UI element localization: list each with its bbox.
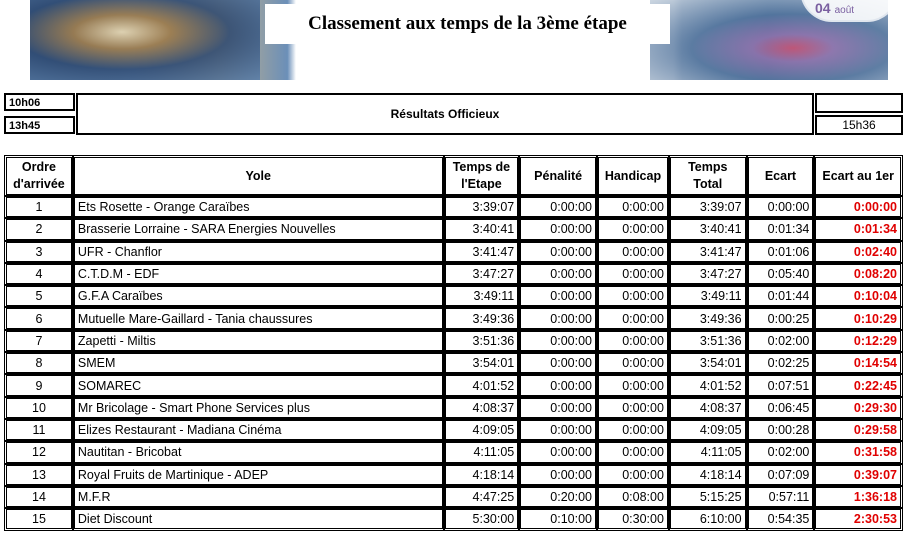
gap-cell: 0:05:40 (748, 264, 814, 284)
penalty-cell: 0:00:00 (520, 219, 596, 239)
right-bottom-value: 15h36 (842, 118, 876, 132)
gap-cell: 0:57:11 (748, 487, 814, 507)
total-time-cell: 4:08:37 (670, 398, 746, 418)
table-row (6, 509, 901, 529)
gap-first-cell: 0:29:58 (815, 420, 901, 440)
team-cell: Elizes Restaurant - Madiana Cinéma (74, 420, 443, 440)
gap-first-cell: 0:10:04 (815, 286, 901, 306)
penalty-cell: 0:00:00 (520, 375, 596, 395)
gap-first-cell: 0:39:07 (815, 465, 901, 485)
total-time-cell: 3:51:36 (670, 331, 746, 351)
rank-cell: 11 (6, 420, 72, 440)
page-title: Classement aux temps de la 3ème étape (308, 13, 627, 34)
team-cell: SMEM (74, 353, 443, 373)
rank-cell: 9 (6, 375, 72, 395)
penalty-cell: 0:00:00 (520, 197, 596, 217)
team-cell: C.T.D.M - EDF (74, 264, 443, 284)
gap-first-cell: 0:10:29 (815, 308, 901, 328)
total-time-cell: 4:01:52 (670, 375, 746, 395)
handicap-cell: 0:08:00 (598, 487, 668, 507)
table-row (6, 197, 901, 217)
handicap-cell: 0:30:00 (598, 509, 668, 529)
gap-first-cell: 0:00:00 (815, 197, 901, 217)
gap-first-cell: 0:29:30 (815, 398, 901, 418)
table-row (6, 264, 901, 284)
gap-cell: 0:54:35 (748, 509, 814, 529)
rank-cell: 6 (6, 308, 72, 328)
team-cell: Royal Fruits de Martinique - ADEP (74, 465, 443, 485)
end-time: 13h45 (9, 120, 41, 132)
rank-cell: 10 (6, 398, 72, 418)
team-cell: Brasserie Lorraine - SARA Energies Nouvelles (74, 219, 443, 239)
col-header-team: Yole (74, 157, 443, 195)
total-time-cell: 3:40:41 (670, 219, 746, 239)
total-time-cell: 4:09:05 (670, 420, 746, 440)
start-time: 10h06 (9, 97, 41, 109)
team-cell: SOMAREC (74, 375, 443, 395)
gap-first-cell: 1:36:18 (815, 487, 901, 507)
gap-cell: 0:06:45 (748, 398, 814, 418)
right-bottom-cell (815, 115, 903, 135)
table-row (6, 286, 901, 306)
table-row (6, 353, 901, 373)
gap-cell: 0:07:51 (748, 375, 814, 395)
gap-first-cell: 2:30:53 (815, 509, 901, 529)
gap-first-cell: 0:02:40 (815, 242, 901, 262)
date-day: 04 (815, 0, 831, 16)
team-cell: Mutuelle Mare-Gaillard - Tania chaussures (74, 308, 443, 328)
total-time-cell: 3:41:47 (670, 242, 746, 262)
stage-time-cell: 5:30:00 (445, 509, 519, 529)
stage-time-cell: 3:40:41 (445, 219, 519, 239)
banner-title-box (265, 4, 670, 44)
table-row (6, 242, 901, 262)
penalty-cell: 0:00:00 (520, 465, 596, 485)
rank-cell: 12 (6, 442, 72, 462)
team-cell: Diet Discount (74, 509, 443, 529)
penalty-cell: 0:00:00 (520, 442, 596, 462)
handicap-cell: 0:00:00 (598, 442, 668, 462)
col-header-total-time: Temps Total (670, 157, 746, 195)
table-row (6, 420, 901, 440)
handicap-cell: 0:00:00 (598, 286, 668, 306)
total-time-cell: 6:10:00 (670, 509, 746, 529)
end-time-cell (4, 116, 75, 134)
stage-time-cell: 3:47:27 (445, 264, 519, 284)
handicap-cell: 0:00:00 (598, 197, 668, 217)
total-time-cell: 4:11:05 (670, 442, 746, 462)
team-cell: Ets Rosette - Orange Caraïbes (74, 197, 443, 217)
right-top-cell (815, 93, 903, 113)
stage-time-cell: 3:51:36 (445, 331, 519, 351)
col-header-gap: Ecart (748, 157, 814, 195)
table-row (6, 375, 901, 395)
col-header-penalty: Pénalité (520, 157, 596, 195)
rank-cell: 15 (6, 509, 72, 529)
gap-cell: 0:00:25 (748, 308, 814, 328)
table-header-row (6, 157, 901, 195)
banner-photo-left (30, 0, 260, 80)
rank-cell: 4 (6, 264, 72, 284)
gap-first-cell: 0:12:29 (815, 331, 901, 351)
stage-time-cell: 4:11:05 (445, 442, 519, 462)
team-cell: Mr Bricolage - Smart Phone Services plus (74, 398, 443, 418)
table-row (6, 487, 901, 507)
handicap-cell: 0:00:00 (598, 398, 668, 418)
gap-cell: 0:01:34 (748, 219, 814, 239)
rank-cell: 2 (6, 219, 72, 239)
penalty-cell: 0:00:00 (520, 242, 596, 262)
penalty-cell: 0:00:00 (520, 308, 596, 328)
team-cell: G.F.A Caraïbes (74, 286, 443, 306)
stage-time-cell: 3:49:36 (445, 308, 519, 328)
results-table (4, 155, 903, 531)
stage-time-cell: 4:18:14 (445, 465, 519, 485)
table-row (6, 219, 901, 239)
handicap-cell: 0:00:00 (598, 420, 668, 440)
table-row (6, 308, 901, 328)
header-banner (30, 0, 888, 80)
penalty-cell: 0:00:00 (520, 398, 596, 418)
date-month: août (834, 5, 855, 16)
table-row (6, 331, 901, 351)
gap-first-cell: 0:14:54 (815, 353, 901, 373)
banner-date (815, 0, 854, 16)
total-time-cell: 3:54:01 (670, 353, 746, 373)
gap-cell: 0:02:00 (748, 331, 814, 351)
stage-time-cell: 3:41:47 (445, 242, 519, 262)
handicap-cell: 0:00:00 (598, 264, 668, 284)
col-header-rank: Ordre d'arrivée (6, 157, 72, 195)
penalty-cell: 0:20:00 (520, 487, 596, 507)
penalty-cell: 0:00:00 (520, 331, 596, 351)
handicap-cell: 0:00:00 (598, 242, 668, 262)
total-time-cell: 3:49:36 (670, 308, 746, 328)
results-title: Résultats Officieux (390, 107, 500, 121)
col-header-gap-first: Ecart au 1er (815, 157, 901, 195)
team-cell: Zapetti - Miltis (74, 331, 443, 351)
gap-cell: 0:02:25 (748, 353, 814, 373)
stage-time-cell: 3:49:11 (445, 286, 519, 306)
penalty-cell: 0:00:00 (520, 420, 596, 440)
gap-cell: 0:00:00 (748, 197, 814, 217)
handicap-cell: 0:00:00 (598, 353, 668, 373)
results-title-cell (76, 93, 814, 135)
stage-time-cell: 4:01:52 (445, 375, 519, 395)
col-header-stage-time: Temps de l'Etape (445, 157, 519, 195)
start-time-cell (4, 93, 75, 111)
gap-first-cell: 0:31:58 (815, 442, 901, 462)
rank-cell: 8 (6, 353, 72, 373)
handicap-cell: 0:00:00 (598, 219, 668, 239)
handicap-cell: 0:00:00 (598, 331, 668, 351)
stage-time-cell: 4:08:37 (445, 398, 519, 418)
table-row (6, 398, 901, 418)
team-cell: Nautitan - Bricobat (74, 442, 443, 462)
rank-cell: 14 (6, 487, 72, 507)
rank-cell: 7 (6, 331, 72, 351)
gap-first-cell: 0:01:34 (815, 219, 901, 239)
total-time-cell: 3:39:07 (670, 197, 746, 217)
penalty-cell: 0:10:00 (520, 509, 596, 529)
handicap-cell: 0:00:00 (598, 308, 668, 328)
stage-time-cell: 3:39:07 (445, 197, 519, 217)
gap-cell: 0:01:44 (748, 286, 814, 306)
gap-first-cell: 0:22:45 (815, 375, 901, 395)
table-row (6, 465, 901, 485)
rank-cell: 13 (6, 465, 72, 485)
penalty-cell: 0:00:00 (520, 353, 596, 373)
handicap-cell: 0:00:00 (598, 465, 668, 485)
rank-cell: 3 (6, 242, 72, 262)
gap-cell: 0:00:28 (748, 420, 814, 440)
table-row (6, 442, 901, 462)
penalty-cell: 0:00:00 (520, 264, 596, 284)
stage-time-cell: 4:09:05 (445, 420, 519, 440)
rank-cell: 5 (6, 286, 72, 306)
rank-cell: 1 (6, 197, 72, 217)
total-time-cell: 3:49:11 (670, 286, 746, 306)
gap-cell: 0:01:06 (748, 242, 814, 262)
total-time-cell: 5:15:25 (670, 487, 746, 507)
gap-cell: 0:02:00 (748, 442, 814, 462)
total-time-cell: 4:18:14 (670, 465, 746, 485)
penalty-cell: 0:00:00 (520, 286, 596, 306)
total-time-cell: 3:47:27 (670, 264, 746, 284)
team-cell: M.F.R (74, 487, 443, 507)
team-cell: UFR - Chanflor (74, 242, 443, 262)
col-header-handicap: Handicap (598, 157, 668, 195)
stage-time-cell: 4:47:25 (445, 487, 519, 507)
stage-time-cell: 3:54:01 (445, 353, 519, 373)
gap-cell: 0:07:09 (748, 465, 814, 485)
handicap-cell: 0:00:00 (598, 375, 668, 395)
gap-first-cell: 0:08:20 (815, 264, 901, 284)
